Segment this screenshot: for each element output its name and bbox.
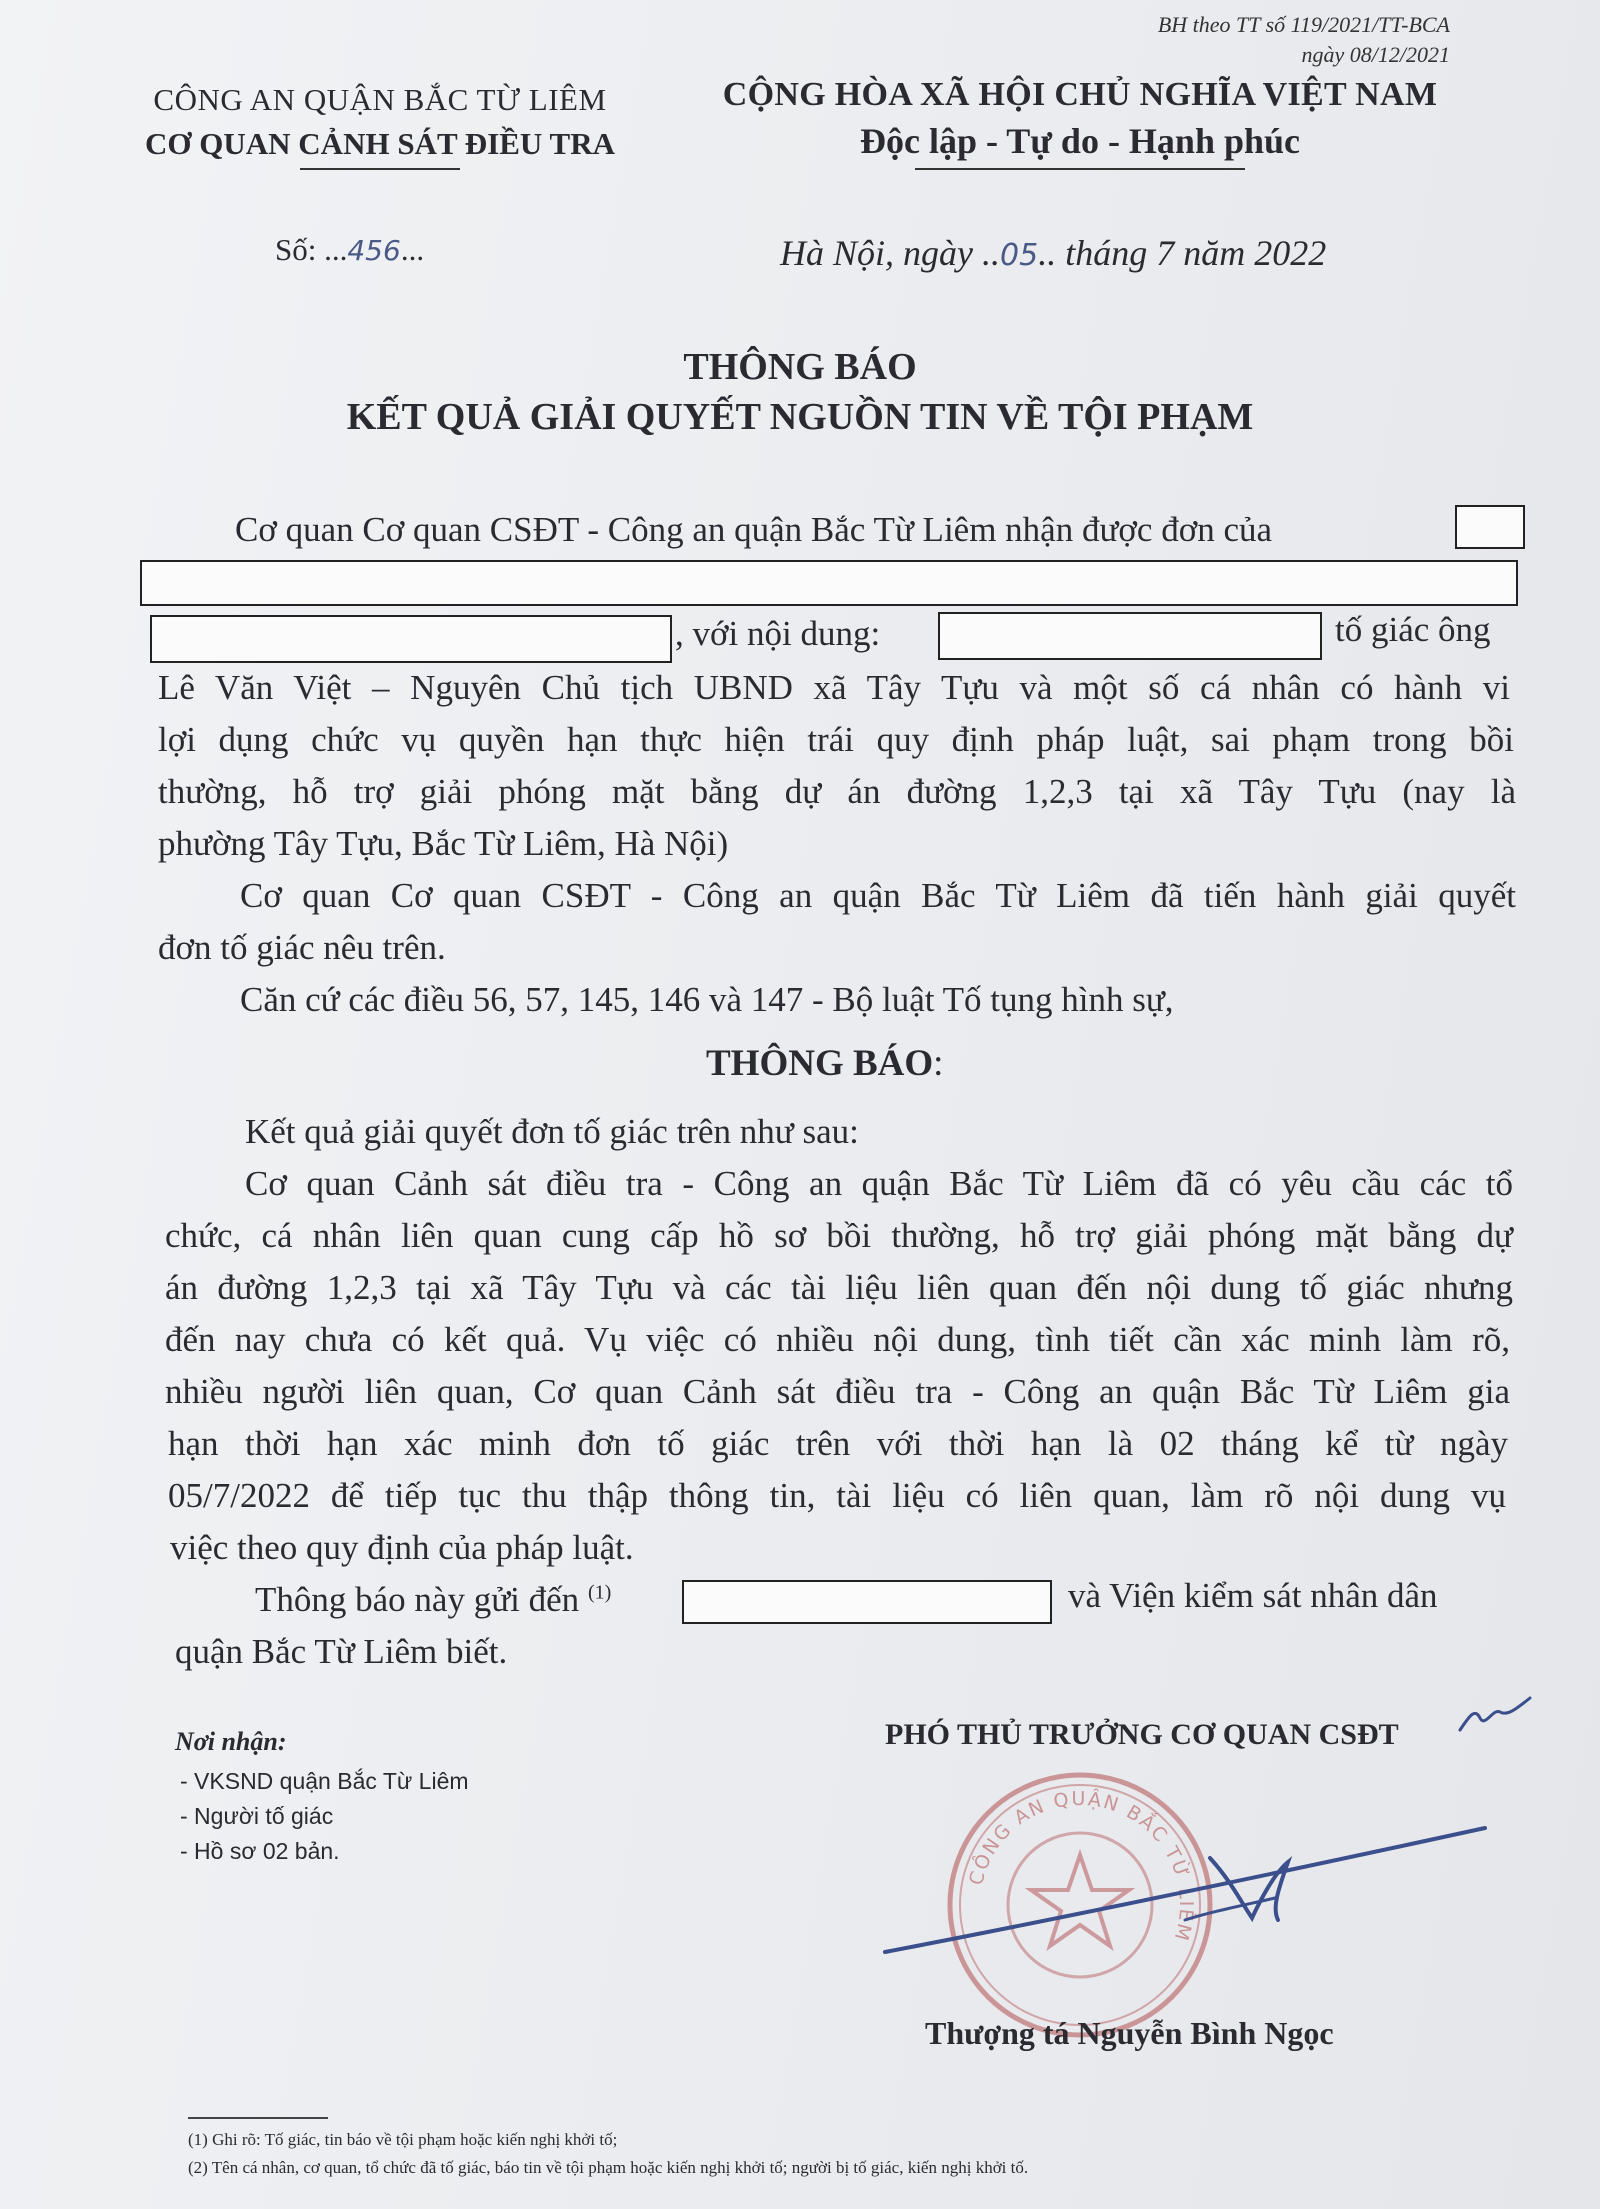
p1-line6: thường, hỗ trợ giải phóng mặt bằng dự án đường 1,2,3 tại xã Tây Tựu (nay là	[158, 772, 1516, 811]
number-dots: ...	[400, 232, 425, 267]
document-date: Hà Nội, ngày ..05.. tháng 7 năm 2022	[780, 233, 1327, 273]
agency-header	[80, 82, 680, 170]
national-motto	[700, 76, 1460, 170]
recipient-item: - Người tố giác	[180, 1803, 334, 1829]
p5-line1: Cơ quan Cảnh sát điều tra - Công an quận Bắc Từ Liêm đã có yêu cầu các tổ	[245, 1164, 1513, 1203]
p4-line: Kết quả giải quyết đơn tố giác trên như sau:	[245, 1112, 859, 1151]
p3-line: Căn cứ các điều 56, 57, 145, 146 và 147 - Bộ luật Tố tụng hình sự,	[240, 980, 1174, 1019]
number-value: 456	[347, 234, 401, 267]
p6-sup: (1)	[587, 1581, 612, 1604]
agency-line1: CÔNG AN QUẬN BẮC TỪ LIÊM	[153, 82, 607, 117]
form-code-line2: ngày 08/12/2021	[1301, 42, 1450, 67]
motto-line1: CỘNG HÒA XÃ HỘI CHỦ NGHĨA VIỆT NAM	[722, 76, 1438, 113]
document-title: THÔNG BÁO	[683, 346, 917, 388]
redacted-box	[682, 1580, 1052, 1624]
redacted-box	[938, 612, 1322, 660]
heading2-text: THÔNG BÁO	[706, 1043, 934, 1084]
p1-line1: Cơ quan Cơ quan CSĐT - Công an quận Bắc Từ Liêm nhận được đơn của	[235, 510, 1273, 549]
p6-line2: quận Bắc Từ Liêm biết.	[175, 1632, 508, 1671]
p2-line1: Cơ quan Cơ quan CSĐT - Công an quận Bắc Từ Liêm đã tiến hành giải quyết	[240, 876, 1516, 915]
p5-line3: án đường 1,2,3 tại xã Tây Tựu và các tài liệu liên quan đến nội dung tố giác nhưng	[165, 1268, 1513, 1307]
redacted-box	[1455, 505, 1525, 549]
number-label: Số:	[275, 232, 325, 267]
document-number	[275, 232, 424, 268]
recipients-label: Nơi nhận:	[175, 1727, 287, 1756]
motto-underline	[915, 168, 1245, 170]
date-prefix: Hà Nội, ngày	[780, 233, 982, 273]
document-subtitle: KẾT QUẢ GIẢI QUYẾT NGUỒN TIN VỀ TỘI PHẠM	[346, 396, 1254, 438]
footnote-divider	[188, 2117, 328, 2119]
heading-thong-bao	[706, 1042, 943, 1085]
form-code-line1: BH theo TT số 119/2021/TT-BCA	[1157, 12, 1450, 37]
recipient-item: - VKSND quận Bắc Từ Liêm	[180, 1768, 469, 1794]
p2-line2: đơn tố giác nêu trên.	[158, 928, 446, 967]
agency-underline	[300, 168, 460, 170]
initial-mark	[1455, 1690, 1535, 1740]
number-dots-before: ...	[324, 232, 348, 267]
form-code	[1158, 10, 1450, 70]
redacted-box	[140, 560, 1518, 606]
date-day: 05	[1000, 238, 1039, 273]
p5-line7: 05/7/2022 để tiếp tục thu thập thông tin, tài liệu có liên quan, làm rõ nội dung vụ	[168, 1476, 1506, 1515]
p1-line4: Lê Văn Việt – Nguyên Chủ tịch UBND xã Tây Tựu và một số cá nhân có hành vi	[158, 668, 1510, 707]
signer-name: Thượng tá Nguyễn Bình Ngọc	[925, 2015, 1334, 2051]
signer-title: PHÓ THỦ TRƯỞNG CƠ QUAN CSĐT	[885, 1718, 1399, 1751]
footnote-1: (1) Ghi rõ: Tố giác, tin báo về tội phạm hoặc kiến nghị khởi tố;	[188, 2130, 618, 2149]
motto-line2: Độc lập - Tự do - Hạnh phúc	[859, 121, 1301, 161]
p6-text: Thông báo này gửi đến	[255, 1580, 588, 1619]
stamp-text: CÔNG AN QUẬN BẮC TỪ LIÊM	[965, 1787, 1198, 1945]
heading2-colon: :	[933, 1043, 944, 1084]
p6-line1-end: và Viện kiểm sát nhân dân	[1068, 1576, 1438, 1615]
p6-line1-start	[255, 1580, 611, 1620]
p1-line3-mid: , với nội dung:	[675, 614, 881, 653]
p1-line5: lợi dụng chức vụ quyền hạn thực hiện trái quy định pháp luật, sai phạm trong bồi	[158, 720, 1514, 759]
handwritten-signature	[880, 1820, 1490, 1980]
p5-line5: nhiều người liên quan, Cơ quan Cảnh sát điều tra - Công an quận Bắc Từ Liêm gia	[165, 1372, 1510, 1411]
p5-line4: đến nay chưa có kết quả. Vụ việc có nhiều nội dung, tình tiết cần xác minh làm rõ,	[165, 1320, 1510, 1359]
agency-line2: CƠ QUAN CẢNH SÁT ĐIỀU TRA	[145, 126, 615, 161]
p5-line6: hạn thời hạn xác minh đơn tố giác trên với thời hạn là 02 tháng kể từ ngày	[168, 1424, 1508, 1463]
redacted-box	[150, 615, 672, 663]
p5-line2: chức, cá nhân liên quan cung cấp hồ sơ bồi thường, hỗ trợ giải phóng mặt bằng dự	[165, 1216, 1513, 1255]
footnote-2: (2) Tên cá nhân, cơ quan, tổ chức đã tố giác, báo tin về tội phạm hoặc kiến nghị khởi tố; người bị tố giác, kiến nghị khởi tố.	[188, 2158, 1029, 2177]
p1-line3-end: tố giác ông	[1335, 610, 1491, 649]
p1-line7: phường Tây Tựu, Bắc Từ Liêm, Hà Nội)	[158, 824, 729, 863]
recipient-item: - Hồ sơ 02 bản.	[180, 1838, 340, 1864]
date-suffix: tháng 7 năm 2022	[1056, 233, 1327, 273]
p5-line8: việc theo quy định của pháp luật.	[170, 1528, 634, 1567]
